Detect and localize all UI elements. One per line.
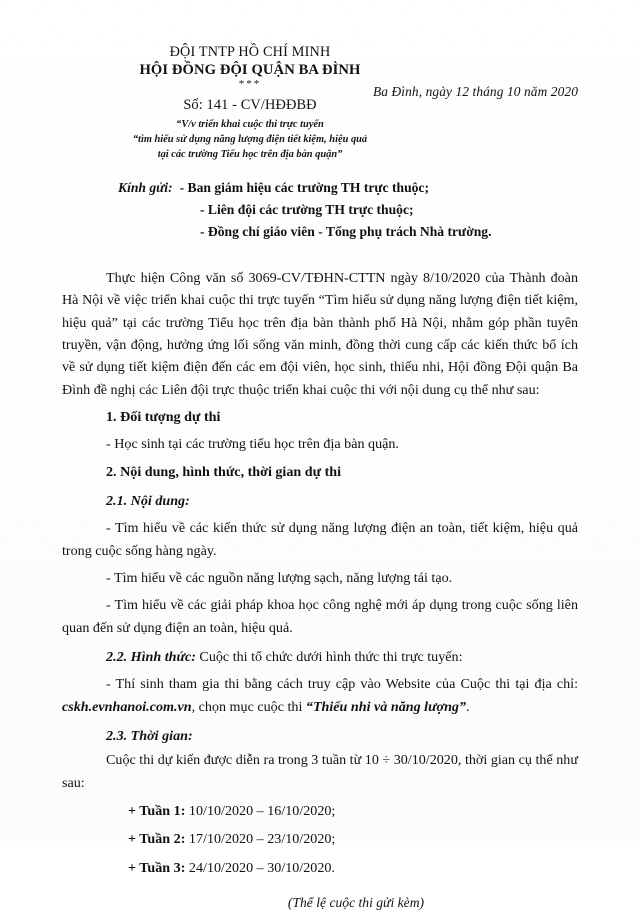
contest-website-url[interactable]: cskh.evnhanoi.com.vn bbox=[62, 698, 192, 715]
week-row-3 bbox=[62, 857, 578, 879]
document-subject-line-2: “tìm hiểu sử dụng năng lượng điện tiết kiệm, hiệu quả bbox=[132, 133, 368, 145]
section-2-2-text: Cuộc thi tổ chức dưới hình thức thi trực tuyến: bbox=[199, 648, 463, 665]
section-1-heading: 1. Đối tượng dự thi bbox=[106, 409, 221, 426]
week-2-range: 17/10/2020 – 23/10/2020; bbox=[185, 831, 336, 848]
week-1-label: + Tuần 1: bbox=[128, 802, 186, 819]
section-2-2-bullet-mid: , chọn mục cuộc thi bbox=[191, 698, 306, 715]
document-header bbox=[62, 0, 578, 164]
section-2-2-bullet-suffix: . bbox=[466, 698, 470, 715]
recipient-item-2: - Liên đội các trường TH trực thuộc; bbox=[200, 202, 414, 218]
section-2-2-bullet-prefix: - Thí sinh tham gia thi bằng cách truy cập vào Website của Cuộc thi tại địa chỉ: bbox=[106, 676, 578, 693]
week-1-range: 10/10/2020 – 16/10/2020; bbox=[185, 802, 336, 819]
document-content bbox=[62, 0, 578, 913]
recipient-item-1: - Ban giám hiệu các trường TH trực thuộc; bbox=[179, 180, 429, 195]
section-2-3-text: Cuộc thi dự kiến được diễn ra trong 3 tuần từ 10 ÷ 30/10/2020, thời gian cụ thể như sau: bbox=[62, 752, 578, 791]
week-3-range: 24/10/2020 – 30/10/2020. bbox=[185, 859, 335, 876]
document-subject bbox=[80, 118, 420, 162]
week-row-2 bbox=[62, 828, 578, 850]
document-number: Số: 141 - CV/HĐĐBĐ bbox=[183, 97, 317, 114]
section-2-1-heading: 2.1. Nội dung: bbox=[106, 493, 190, 509]
recipient-row-primary bbox=[118, 177, 578, 199]
attachment-note: (Thể lệ cuộc thi gửi kèm) bbox=[287, 894, 425, 910]
section-2-1-bullet-1: - Tìm hiểu về các kiến thức sử dụng năng lượng điện an toàn, tiết kiệm, hiệu quả trong cuộc sống hàng ngày. bbox=[62, 520, 578, 559]
document-subject-line-1: “V/v triển khai cuộc thi trực tuyến bbox=[176, 118, 324, 130]
document-body bbox=[62, 267, 578, 913]
organization-name-line-2: HỘI ĐỒNG ĐỘI QUẬN BA ĐÌNH bbox=[139, 62, 361, 79]
section-2-2-label: 2.2. Hình thức: bbox=[106, 648, 196, 665]
place-and-date: Ba Đình, ngày 12 tháng 10 năm 2020 bbox=[373, 84, 578, 99]
recipient-item-3: - Đồng chí giáo viên - Tổng phụ trách Nhà trường. bbox=[200, 224, 492, 240]
section-2-2-bullet bbox=[62, 673, 578, 718]
recipients-block bbox=[62, 177, 578, 243]
section-2-2-line bbox=[62, 646, 578, 668]
section-1-bullet: - Học sinh tại các trường tiểu học trên địa bàn quận. bbox=[106, 436, 399, 453]
week-row-1 bbox=[62, 800, 578, 822]
document-subject-line-3: tại các trường Tiểu học trên địa bàn quận” bbox=[157, 148, 343, 160]
issuing-authority-block bbox=[80, 44, 420, 162]
section-2-heading: 2. Nội dung, hình thức, thời gian dự thi bbox=[106, 463, 342, 480]
section-2-3-heading: 2.3. Thời gian: bbox=[106, 727, 193, 744]
week-3-label: + Tuần 3: bbox=[128, 859, 186, 876]
section-2-1-bullet-2: - Tìm hiểu về các nguồn năng lượng sạch, năng lượng tái tạo. bbox=[106, 569, 453, 586]
organization-name-line-1: ĐỘI TNTP HỒ CHÍ MINH bbox=[169, 44, 331, 60]
intro-paragraph: Thực hiện Công văn số 3069-CV/TĐHN-CTTN ngày 8/10/2020 của Thành đoàn Hà Nội về việc triển khai cuộc thi trực tuyến “Tìm hiểu sử dụng năng lượng điện tiết kiệm, hiệu quả” tại các trường Tiểu học trên địa bàn thành phố Hà Nội, nhằm góp phần tuyên truyền, vận động, hưởng ứng lối sống văn minh, đồng thời cung cấp các kiến thức bổ ích về sử dụng tiết kiệm điện đến các em đội viên, học sinh, thiếu nhi, Hội đồng Đội quận Ba Đình đề nghị các Liên đội trực thuộc triển khai cuộc thi với nội dung cụ thể như sau: bbox=[62, 270, 578, 398]
contest-name: “Thiếu nhi và năng lượng” bbox=[305, 698, 467, 715]
section-2-1-bullet-3: - Tìm hiểu về các giải pháp khoa học công nghệ mới áp dụng trong cuộc sống liên quan đến sử dụng điện an toàn, hiệu quả. bbox=[62, 597, 578, 636]
separator-stars: *** bbox=[238, 78, 262, 91]
recipients-label: Kính gửi: bbox=[118, 180, 173, 195]
week-2-label: + Tuần 2: bbox=[128, 831, 186, 848]
